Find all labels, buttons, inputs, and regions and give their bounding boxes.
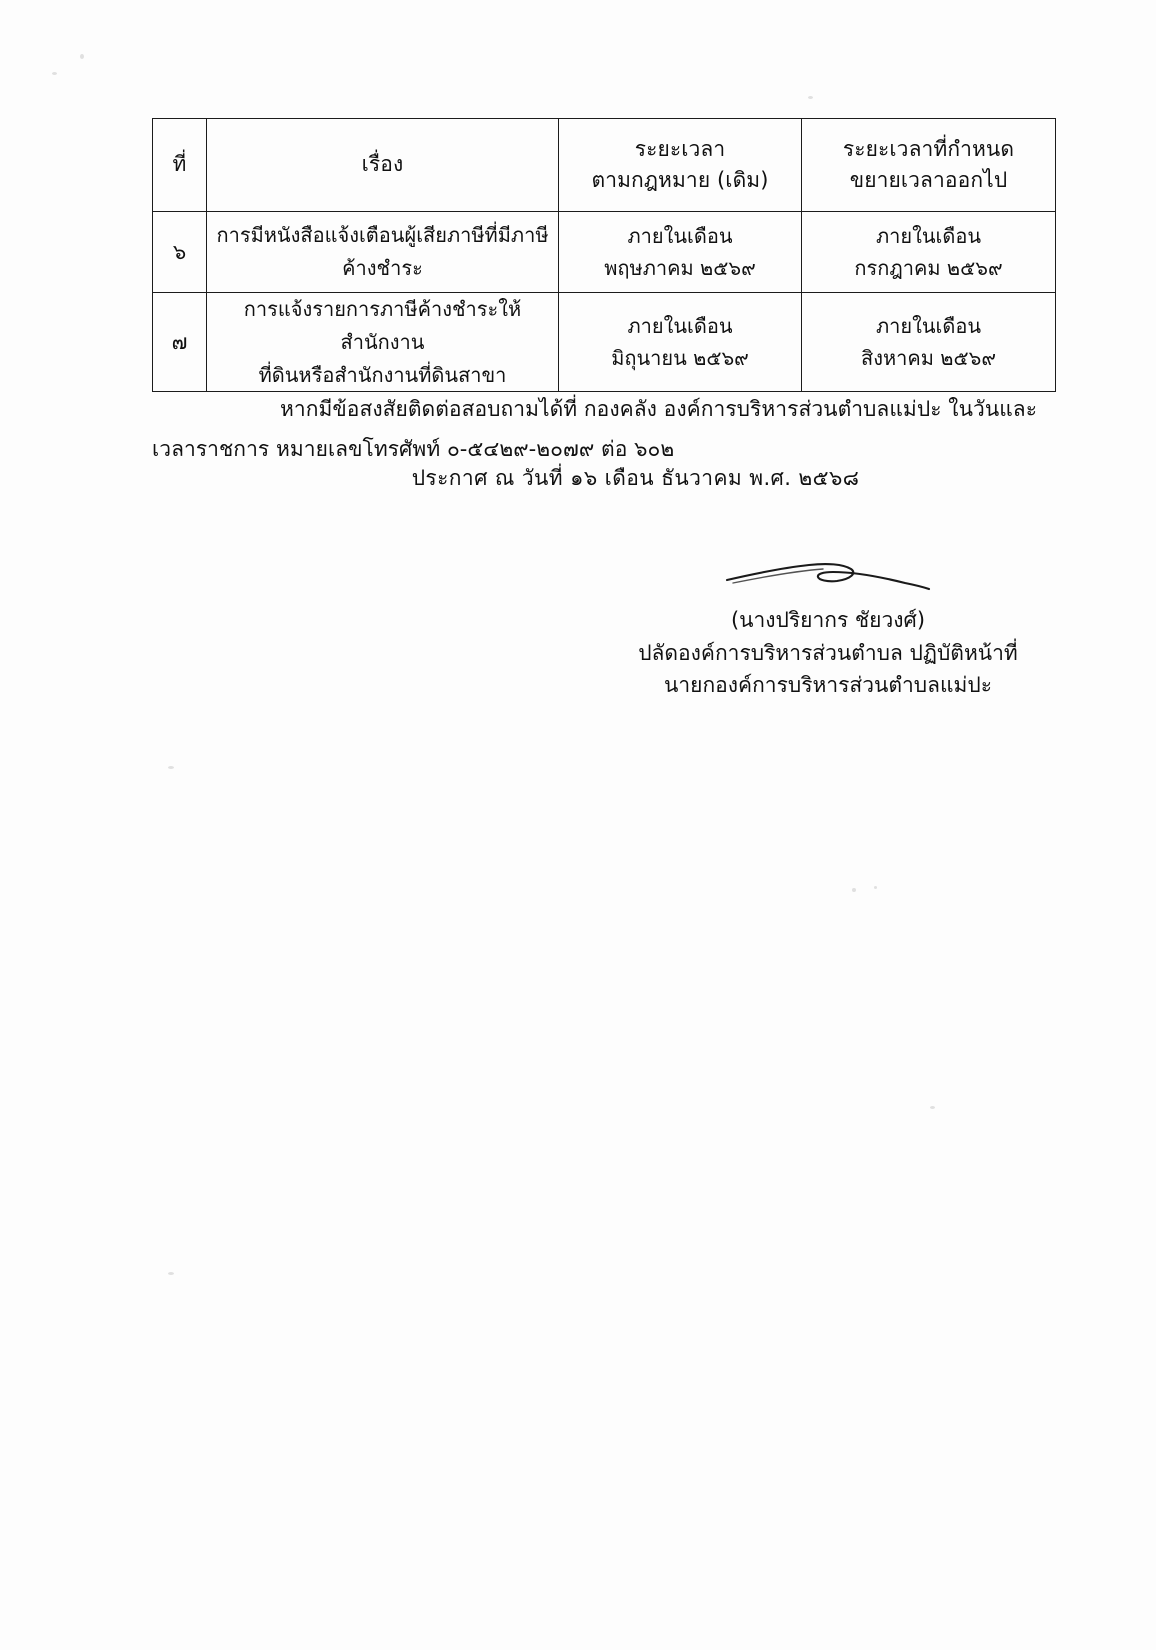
table-header-row: [153, 119, 1056, 212]
row-legal-period: ภายในเดือน พฤษภาคม ๒๕๖๙: [559, 212, 802, 293]
row-extended-period: ภายในเดือน สิงหาคม ๒๕๖๙: [802, 293, 1056, 392]
scan-speck: [52, 72, 57, 75]
contact-paragraph: หากมีข้อสงสัยติดต่อสอบถามได้ที่ กองคลัง องค์การบริหารส่วนตำบลแม่ปะ ในวันและเวลาราชการ หมายเลขโทรศัพท์ ๐-๕๔๒๙-๒๐๗๙ ต่อ ๖๐๒: [152, 397, 1038, 462]
row-topic: การมีหนังสือแจ้งเตือนผู้เสียภาษีที่มีภาษี ค้างชำระ: [207, 212, 559, 293]
row-number: ๗: [153, 293, 207, 392]
scan-speck: [168, 1272, 174, 1275]
scan-speck: [930, 1106, 935, 1109]
signer-name: (นางปริยากร ชัยวงศ์): [730, 608, 926, 632]
column-header-number: ที่: [153, 119, 207, 212]
column-header-topic: เรื่อง: [207, 119, 559, 212]
row-topic: การแจ้งรายการภาษีค้างชำระให้สำนักงาน ที่ดินหรือสำนักงานที่ดินสาขา: [207, 293, 559, 392]
signature-block: [600, 556, 1056, 702]
scan-speck: [852, 888, 856, 892]
column-header-legal-period: ระยะเวลา ตามกฎหมาย (เดิม): [559, 119, 802, 212]
signer-position-line1: ปลัดองค์การบริหารส่วนตำบล ปฏิบัติหน้าที่: [638, 640, 1018, 665]
signer-position-line2: นายกองค์การบริหารส่วนตำบลแม่ปะ: [664, 673, 992, 698]
scan-speck: [168, 766, 174, 769]
row-number: ๖: [153, 212, 207, 293]
table-row: [153, 293, 1056, 392]
announcement-date: ประกาศ ณ วันที่ ๑๖ เดือน ธันวาคม พ.ศ. ๒๕๖๘: [411, 466, 860, 490]
row-legal-period: ภายในเดือน มิถุนายน ๒๕๖๙: [559, 293, 802, 392]
handwritten-signature: [600, 556, 1056, 602]
schedule-table: [152, 118, 1056, 392]
scan-speck: [874, 886, 877, 889]
column-header-extended-period: ระยะเวลาที่กำหนด ขยายเวลาออกไป: [802, 119, 1056, 212]
row-extended-period: ภายในเดือน กรกฎาคม ๒๕๖๙: [802, 212, 1056, 293]
scan-speck: [80, 54, 84, 59]
scan-speck: [808, 96, 813, 99]
table-row: [153, 212, 1056, 293]
